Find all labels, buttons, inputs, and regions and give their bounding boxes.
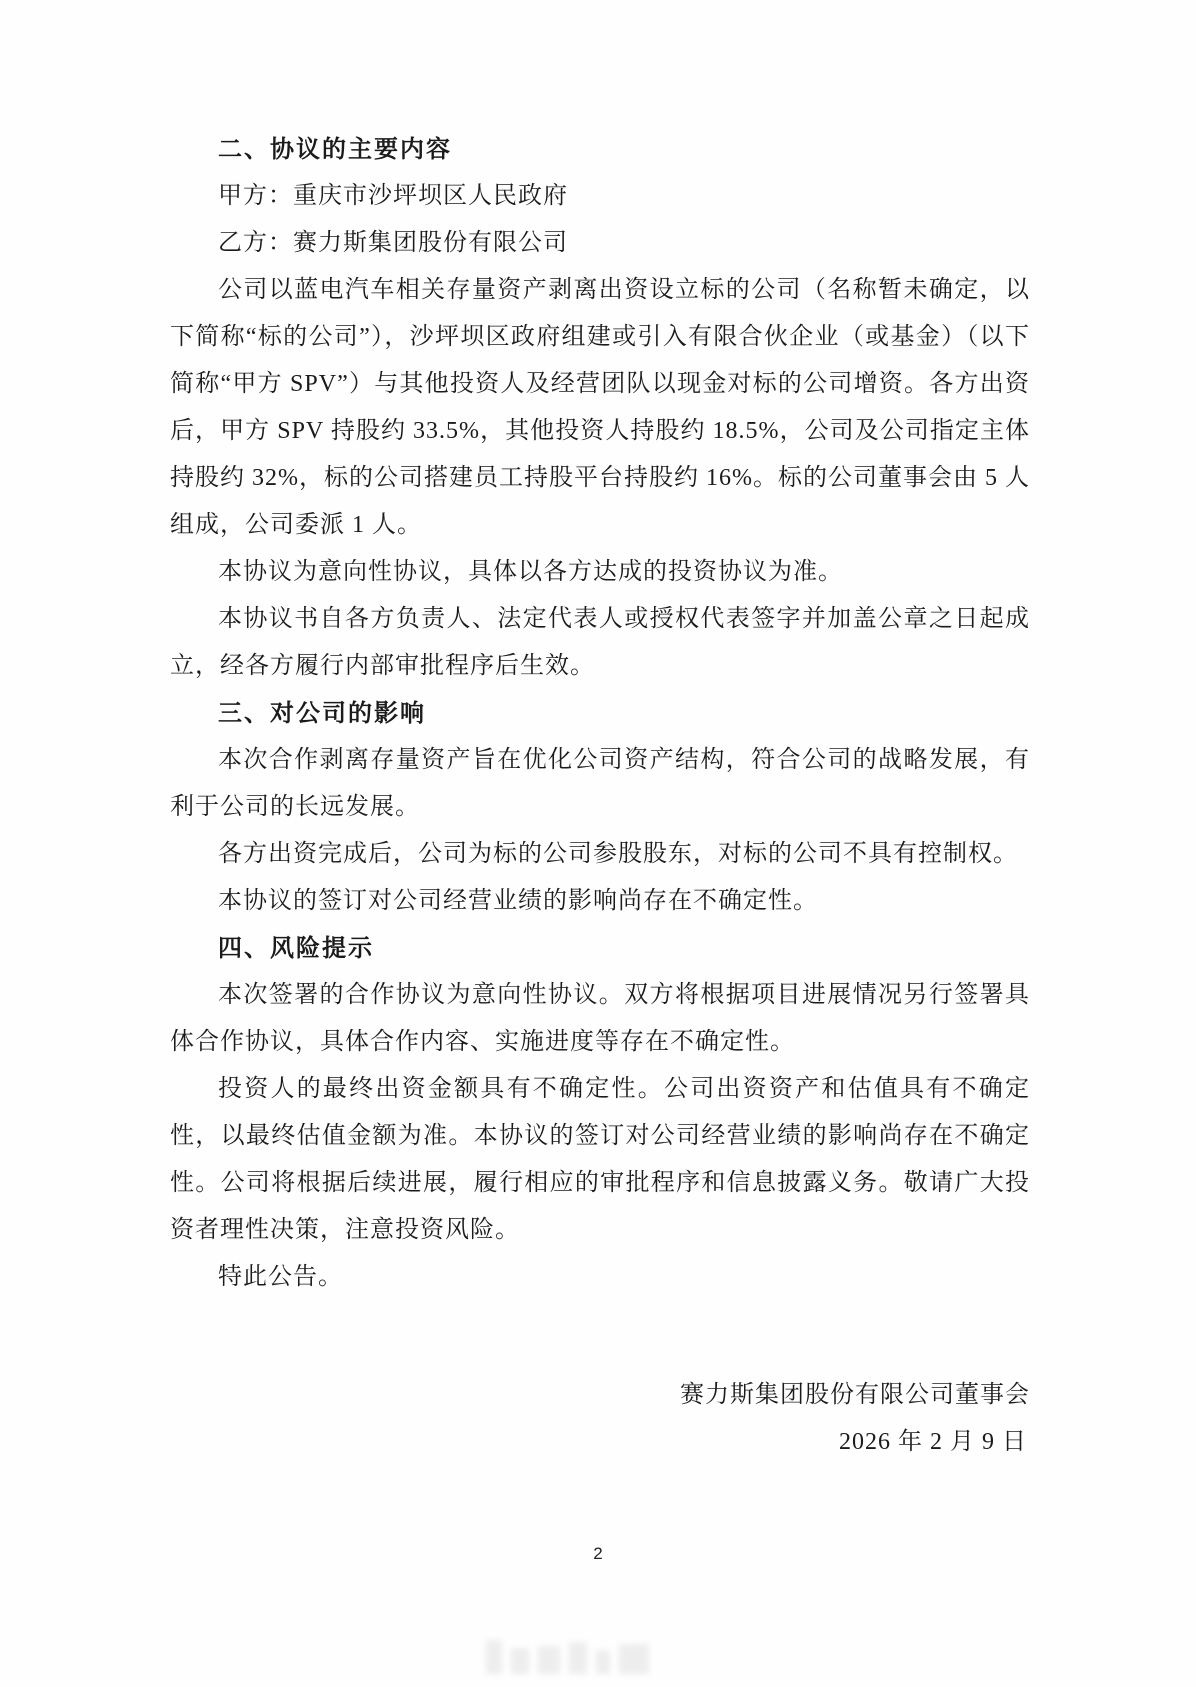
- watermark-smudge: [569, 1642, 587, 1674]
- document-body: [170, 126, 1030, 1301]
- section-heading-risk-notice: 四、风险提示: [218, 935, 374, 962]
- watermark-smudge: [486, 1640, 502, 1674]
- paragraph-closing-announcement: 特此公告。: [218, 1264, 343, 1290]
- paragraph-intent-agreement: 本协议为意向性协议，具体以各方达成的投资协议为准。: [218, 559, 843, 585]
- paragraph-effectiveness: 本协议书自各方负责人、法定代表人或授权代表签字并加盖公章之日起成立，经各方履行内部审批程序后生效。: [170, 606, 1030, 679]
- watermark-smudge: [511, 1648, 529, 1674]
- watermark-smudge: [538, 1646, 560, 1674]
- page-number: 2: [593, 1544, 603, 1563]
- faint-watermark: [486, 1632, 712, 1674]
- paragraph-investment-structure: 公司以蓝电汽车相关存量资产剥离出资设立标的公司（名称暂未确定，以下简称“标的公司”），沙坪坝区政府组建或引入有限合伙企业（或基金）（以下简称“甲方 SPV”）与其他投资人及经营团队以现金对标的公司增资。各方出资后，甲方 SPV 持股约 33.5%，其他投资人持股约 18.5%，公司及公司指定主体持股约 32%，标的公司搭建员工持股平台持股约 16%。标的公司董事会由 5 人组成，公司委派 1 人。: [170, 277, 1030, 538]
- watermark-smudge: [619, 1644, 649, 1674]
- party-a-line: 甲方：重庆市沙坪坝区人民政府: [218, 183, 568, 209]
- watermark-smudge: [596, 1650, 610, 1674]
- paragraph-performance-uncertainty: 本协议的签订对公司经营业绩的影响尚存在不确定性。: [218, 888, 818, 914]
- paragraph-strategic-benefit: 本次合作剥离存量资产旨在优化公司资产结构，符合公司的战略发展，有利于公司的长远发展。: [170, 747, 1030, 820]
- paragraph-risk-intent: 本次签署的合作协议为意向性协议。双方将根据项目进展情况另行签署具体合作协议，具体合作内容、实施进度等存在不确定性。: [170, 982, 1030, 1055]
- paragraph-no-control: 各方出资完成后，公司为标的公司参股股东，对标的公司不具有控制权。: [218, 841, 1018, 867]
- section-heading-company-impact: 三、对公司的影响: [218, 700, 426, 727]
- signature-block: [170, 1372, 1030, 1466]
- party-b-line: 乙方：赛力斯集团股份有限公司: [218, 230, 568, 256]
- signature-date: 2026 年 2 月 9 日: [839, 1429, 1027, 1455]
- section-heading-agreement-content: 二、协议的主要内容: [218, 136, 452, 163]
- signature-organization: 赛力斯集团股份有限公司董事会: [680, 1382, 1030, 1408]
- paragraph-risk-valuation: 投资人的最终出资金额具有不确定性。公司出资资产和估值具有不确定性，以最终估值金额为准。本协议的签订对公司经营业绩的影响尚存在不确定性。公司将根据后续进展，履行相应的审批程序和信息披露义务。敬请广大投资者理性决策，注意投资风险。: [170, 1076, 1030, 1243]
